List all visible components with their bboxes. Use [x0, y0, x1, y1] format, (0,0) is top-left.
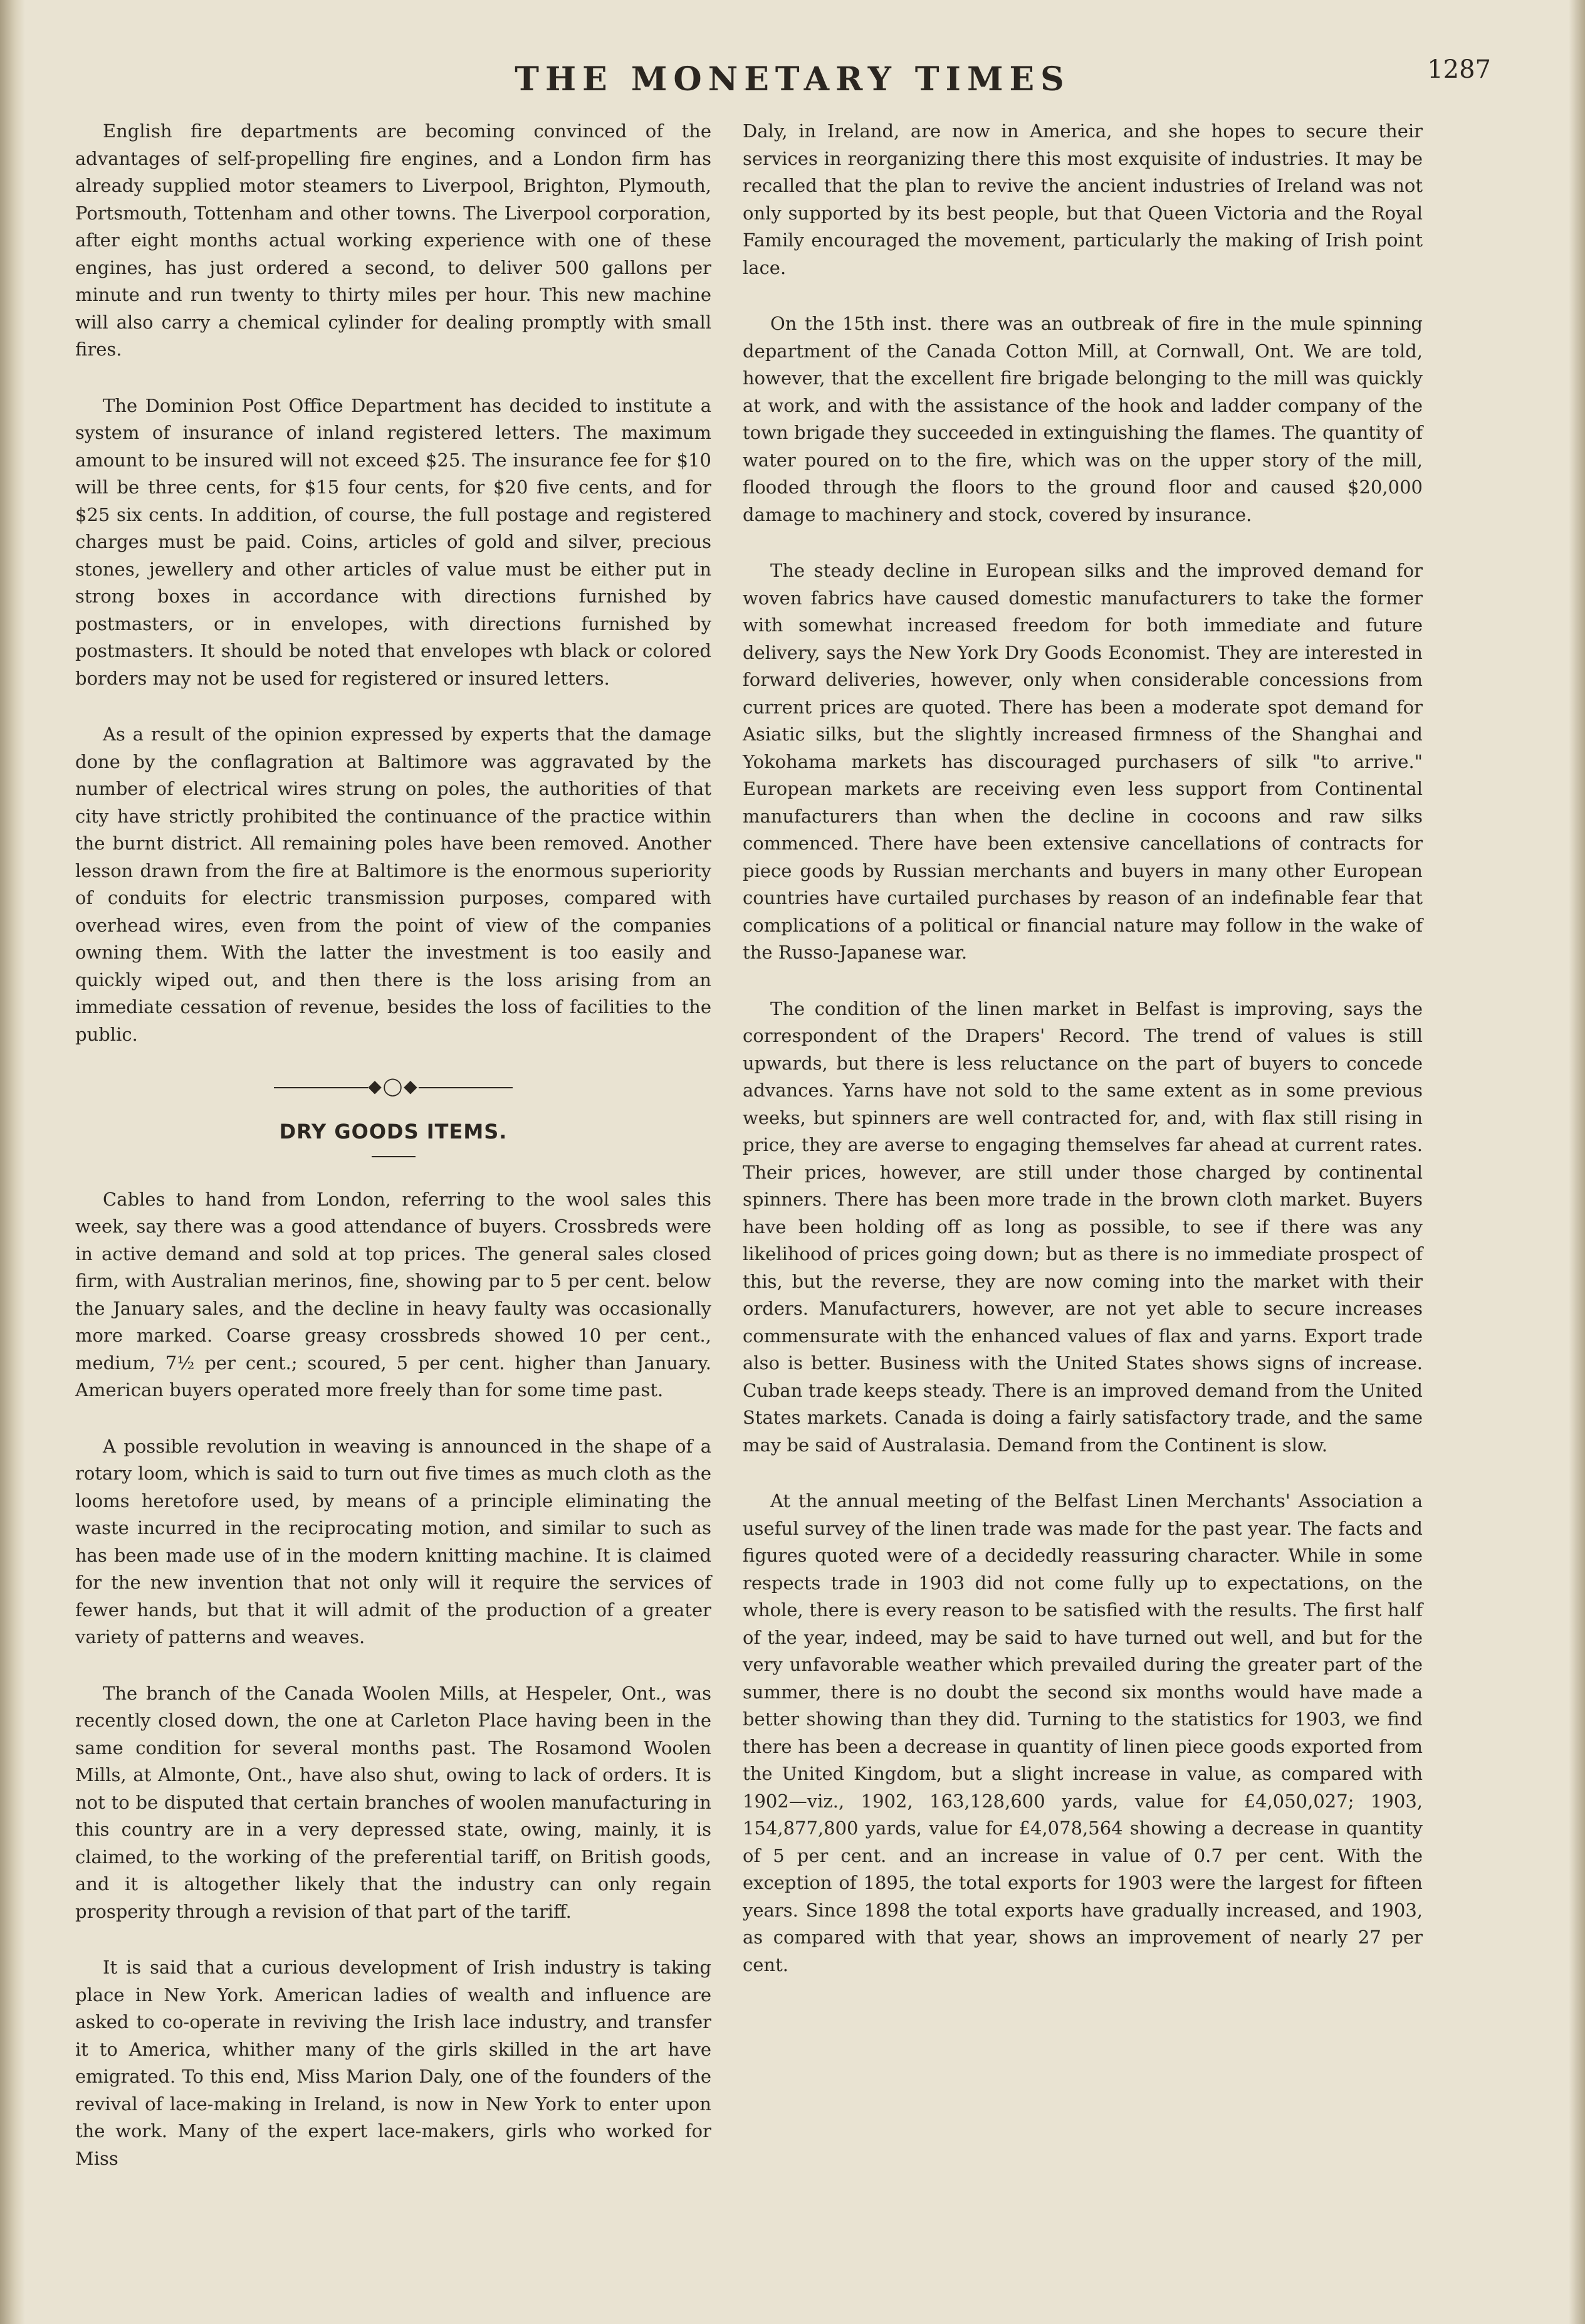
page-number: 1287: [1427, 55, 1491, 84]
article-baltimore-wires: As a result of the opinion expressed by experts that the damage done by the conflagration at Baltimore was aggravated by the number of electrical wires strung on poles, the authorities of that city have strictly prohibited the continuance of the practice within the burnt district. All remaining poles have been removed. Another lesson drawn from the fire at Baltimore is the enormous superiority of conduits for electric transmission purposes, compared with overhead wires, even from the point of view of the companies owning them. With the latter the investment is too easily and quickly wiped out, and then there is the loss arising from an immediate cessation of revenue, besides the loss of facilities to the public.: [75, 723, 711, 1045]
heading-rule: [372, 1156, 416, 1157]
article-belfast-linen-market: The condition of the linen market in Belfast is improving, says the correspondent of the Drapers' Record. The trend of values is still upwards, but there is less reluctance on the part of buyers to concede advances. Yarns have not sold to the same extent as in some previous weeks, but spinners are well contracted for, and, with flax still rising in price, they are averse to engaging themselves far ahead at current rates. Their prices, however, are still under those charged by continental spinners. There has been more trade in the brown cloth market. Buyers have been holding off as long as possible, to see if there was any likelihood of prices going down; but as there is no immediate prospect of this, but the reverse, they are now coming into the market with their orders. Manufacturers, however, are not yet able to secure increases commensurate with the enhanced values of flax and yarns. Export trade also is better. Business with the United States shows signs of increase. Cuban trade keeps steady. There is an improved demand from the United States markets. Canada is doing a fairly satisfactory trade, and the same may be said of Australasia. Demand from the Continent is slow.: [743, 997, 1423, 1456]
article-cornwall-fire: On the 15th inst. there was an outbreak of fire in the mule spinning department of the Canada Cotton Mill, at Cornwall, Ont. We are told, however, that the excellent fire brigade belonging to the mill was quickly at work, and with the assistance of the hook and ladder company of the town brigade they succeeded in extinguishing the flames. The quantity of water poured on to the fire, which was on the upper story of the mill, flooded through the floors to the ground floor and caused $20,000 damage to machinery and stock, covered by insurance.: [743, 313, 1423, 525]
left-column: [75, 118, 711, 2201]
article-irish-lace-continued: Daly, in Ireland, are now in America, and she hopes to secure their services in reorganizing there this most exquisite of industries. It may be recalled that the plan to revive the ancient industries of Ireland was not only supported by its best people, but that Queen Victoria and the Royal Family encouraged the movement, particularly the making of Irish point lace.: [743, 120, 1423, 278]
article-linen-merchants-meeting: At the annual meeting of the Belfast Linen Merchants' Association a useful survey of the linen trade was made for the past year. The facts and figures quoted were of a decidedly reassuring character. While in some respects trade in 1903 did not come fully up to expectations, on the whole, there is every reason to be satisfied with the results. The first half of the year, indeed, may be said to have turned out well, and but for the very unfavorable weather which prevailed during the greater part of the summer, there is no doubt the second six months would have made a better showing than they did. Turning to the statistics for 1903, we find there has been a decrease in quantity of linen piece goods exported from the United Kingdom, but a slight increase in value, as compared with 1902—viz., 1902, 163,128,600 yards, value for £4,050,027; 1903, 154,877,800 yards, value for £4,078,564 showing a decrease in quantity of 5 per cent. and an increase in value of 0.7 per cent. With the exception of 1895, the total exports for 1903 were the largest for fifteen years. Since 1898 the total exports have gradually increased, and 1903, as compared with that year, shows an improvement of nearly 27 per cent.: [743, 1490, 1423, 1975]
article-rotary-loom: A possible revolution in weaving is announced in the shape of a rotary loom, which is said to turn out five times as much cloth as the looms heretofore used, by means of a principle eliminating the waste incurred in the reciprocating motion, and similar to such as has been made use of in the modern knitting machine. It is claimed for the new invention that not only will it require the services of fewer hands, but that it will admit of the production of a greater variety of patterns and weaves.: [75, 1435, 711, 1648]
article-woolen-mills: The branch of the Canada Woolen Mills, at Hespeler, Ont., was recently closed down, the one at Carleton Place having been in the same condition for several months past. The Rosamond Woolen Mills, at Almonte, Ont., have also shut, owing to lack of orders. It is not to be disputed that certain branches of woolen manufacturing in this country are in a very depressed state, owing, mainly, it is claimed, to the working of the preferential tariff, on British goods, and it is altogether likely that the industry can only regain prosperity through a revision of that part of the tariff.: [75, 1682, 711, 1922]
masthead-title: THE MONETARY TIMES: [515, 60, 1070, 98]
binding-shadow: [0, 0, 25, 2324]
page-edge-shadow: [1569, 0, 1585, 2324]
section-ornament: ◆◯◆: [75, 1077, 711, 1096]
article-irish-lace: It is said that a curious development of Irish industry is taking place in New York. American ladies of wealth and influence are asked to co-operate in reviving the Irish lace industry, and transfer it to America, whither many of the girls skilled in the art have emigrated. To this end, Miss Marion Daly, one of the founders of the revival of lace-making in Ireland, is now in New York to enter upon the work. Many of the expert lace-makers, girls who worked for Miss: [75, 1957, 711, 2169]
article-wool-sales: Cables to hand from London, referring to the wool sales this week, say there was a good attendance of buyers. Crossbreds were in active demand and sold at top prices. The general sales closed firm, with Australian merinos, fine, showing par to 5 per cent. below the January sales, and the decline in heavy faulty was occasionally more marked. Coarse greasy crossbreds showed 10 per cent., medium, 7½ per cent.; scoured, 5 per cent. higher than January. American buyers operated more freely than for some time past.: [75, 1188, 711, 1401]
article-european-silks: The steady decline in European silks and the improved demand for woven fabrics have caused domestic manufacturers to take the former with somewhat increased freedom for both immediate and future delivery, says the New York Dry Goods Economist. They are interested in forward deliveries, however, only when considerable concessions from current prices are quoted. There has been a moderate spot demand for Asiatic silks, but the slightly increased firmness of the Shanghai and Yokohama markets has discouraged purchasers of silk "to arrive." European markets are receiving even less support from Continental manufacturers than when the decline in cocoons and raw silks commenced. There have been extensive cancellations of contracts for piece goods by Russian merchants and buyers in many other European countries have curtailed purchases by reason of an indefinable fear that complications of a political or financial nature may follow in the wake of the Russo-Japanese war.: [743, 560, 1423, 963]
right-column: [743, 118, 1423, 2007]
section-heading: DRY GOODS ITEMS.: [279, 1120, 508, 1144]
article-fire-engines: English fire departments are becoming convinced of the advantages of self-propelling fire engines, and a London firm has already supplied motor steamers to Liverpool, Brighton, Plymouth, Portsmouth, Tottenham and other towns. The Liverpool corporation, after eight months actual working experience with one of these engines, has just ordered a second, to deliver 500 gallons per minute and run twenty to thirty miles per hour. This new machine will also carry a chemical cylinder for dealing promptly with small fires.: [75, 120, 711, 360]
article-post-office-insurance: The Dominion Post Office Department has decided to institute a system of insurance of inland registered letters. The maximum amount to be insured will not exceed $25. The insurance fee for $10 will be three cents, for $15 four cents, for $20 five cents, and for $25 six cents. In addition, of course, the full postage and registered charges must be paid. Coins, articles of gold and silver, precious stones, jewellery and other articles of value must be either put in strong boxes in accordance with directions furnished by postmasters, or in envelopes, with directions furnished by postmasters. It should be noted that envelopes wth black or colored borders may not be used for registered or insured letters.: [75, 394, 711, 689]
